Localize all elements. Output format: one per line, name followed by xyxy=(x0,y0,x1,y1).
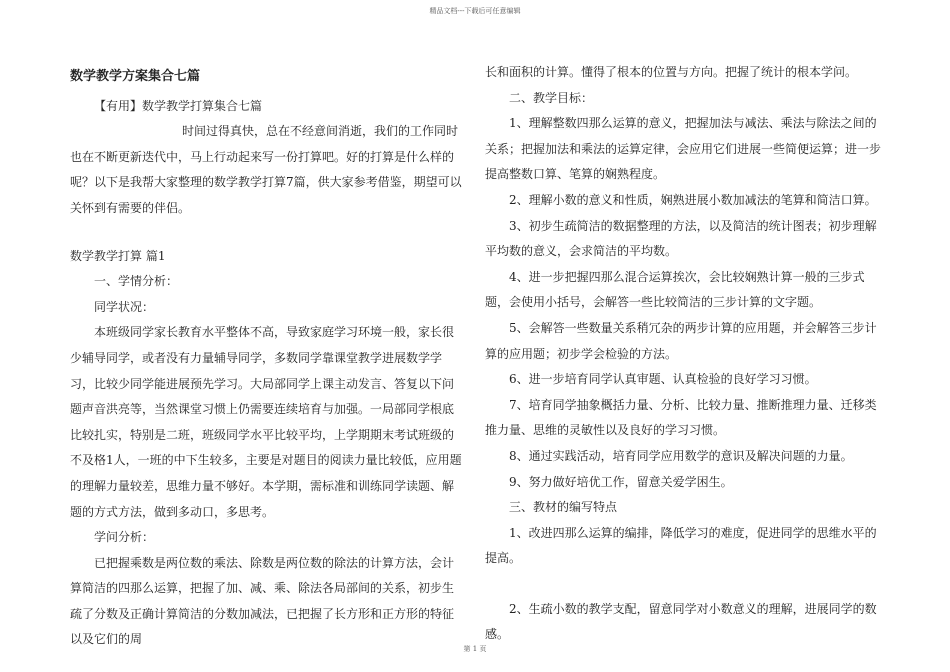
left-column xyxy=(70,60,463,653)
goal-item: 6、进一步培育同学认真审题、认真检验的良好学习习惯。 xyxy=(509,372,817,387)
paragraph-knowledge-analysis: 已把握乘数是两位数的乘法、除数是两位数的除法的计算方法，会计算简洁的四那么运算，把握了加、减、乘、除法各局部间的关系，初步生疏了分数及正确计算简洁的分数加减法，已把握了长方形和正方形的特征以及它们的周 xyxy=(70,555,455,647)
goal-item: 4、进一步把握四那么混合运算挨次，会比较娴熟计算一般的三步式题，会使用小括号，会解答一些比较简洁的三步计算的文字题。 xyxy=(485,269,865,310)
subheading-student-status: 同学状况： xyxy=(94,299,155,314)
right-column xyxy=(485,60,885,648)
feature-item: 1、改进四那么运算的编排，降低学习的难度，促进同学的思维水平的提高。 xyxy=(485,525,877,566)
heading-learner-analysis: 一、学情分析： xyxy=(94,274,179,289)
goal-item: 7、培育同学抽象概括力量、分析、比较力量、推断推理力量、迁移类推力量、思维的灵敏性以及良好的学习习惯。 xyxy=(485,397,877,438)
heading-textbook-features: 三、教材的编写特点 xyxy=(509,500,618,515)
heading-teaching-goals: 二、教学目标： xyxy=(509,90,594,105)
paragraph-continuation: 长和面积的计算。懂得了根本的位置与方向。把握了统计的根本学问。 xyxy=(485,65,858,79)
goal-item: 5、会解答一些数量关系稍冗杂的两步计算的应用题，并会解答三步计算的应用题；初步学会检验的方法。 xyxy=(485,320,877,361)
paragraph-student-status: 本班级同学家长教育水平整体不高，导致家庭学习环境一般，家长很少辅导同学，或者没有力量辅导同学，多数同学靠课堂教学进展数学学习，比较少同学能进展预先学习。大局部同学上课主动发言、答复以下问题声音洪亮等，当然课堂习惯上仍需要连续培育与加强。一局部同学根底比较扎实，特别是二班，班级同学水平比较平均，上学期期末考试班级的不及格1人，一班的中下生较多，主要是对题目的阅读力量比较低，应用题的理解力量较差，思维力量不够好。本学期，需标准和训练同学读题、解题的方式方法，做到多动口，多思考。 xyxy=(70,325,462,519)
page-header: 精品文档---下载后可任意编辑 xyxy=(429,7,521,15)
subheading-knowledge-analysis: 学问分析： xyxy=(94,530,155,545)
goal-item: 9、努力做好培优工作，留意关爱学困生。 xyxy=(509,474,733,489)
goal-item: 1、理解整数四那么运算的意义，把握加法与减法、乘法与除法之间的关系；把握加法和乘法的运算定律，会应用它们进展一些简便运算；进一步提高整数口算、笔算的娴熟程度。 xyxy=(485,116,882,182)
feature-item: 2、生疏小数的教学支配，留意同学对小数意义的理解，进展同学的数感。 xyxy=(485,601,877,642)
subtitle: 【有用】数学教学打算集合七篇 xyxy=(94,98,263,113)
page-footer: 第 1 页 xyxy=(463,645,487,653)
document-title: 数学教学方案集合七篇 xyxy=(70,69,201,84)
intro-paragraph: 时间过得真快，总在不经意间消逝，我们的工作同时也在不断更新迭代中，马上行动起来写一份打算吧。好的打算是什么样的呢？以下是我帮大家整理的数学教学打算7篇，供大家参考借鉴，期望可以关怀到有需要的伴侣。 xyxy=(70,124,462,215)
section-title: 数学教学打算 篇1 xyxy=(70,248,166,263)
goal-item: 8、通过实践活动，培育同学应用数学的意识及解决问题的力量。 xyxy=(509,448,853,463)
goal-item: 2、理解小数的意义和性质，娴熟进展小数加减法的笔算和简洁口算。 xyxy=(509,192,877,207)
goal-item: 3、初步生疏简洁的数据整理的方法，以及简洁的统计图表；初步理解平均数的意义，会求简洁的平均数。 xyxy=(485,218,877,259)
